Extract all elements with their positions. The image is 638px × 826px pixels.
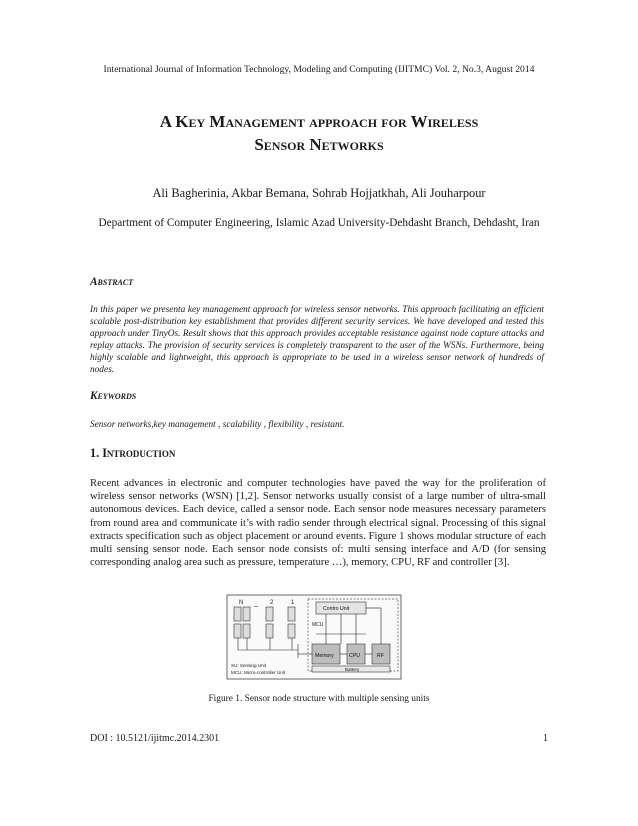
abstract-body: In this paper we presenta key management approach for wireless sensor networks. This approach facilitating an efficient scalable post-distribution key establishment that provides different security services. We have developed and tested this approach under TinyOs. Result shows that this approach provides acceptable resistance against node capture attacks and replay attacks. The provision of security services is completely transparent to the user of the WSNs. Furthermore, being highly scalable and lightweight, this approach is appropriate to be used in a wireless sensor network of hundreds of nodes. [90,305,544,376]
introduction-body: Recent advances in electronic and computer technologies have paved the way for the proliferation of wireless sensor networks (WSN) [1,2]. Sensor networks usually consist of a large number of ultra-small autonomous devices. Each device, called a sensor node. Each sensor node measures necessary parameters from round area and communicate it’s with radio sender through electrical signal. Processing of this signal extracts specification such as object placement or around events. Figure 1 shows modular structure of each multi sensing sensor node. Each sensor node consists of: multi sensing interface and A/D (for sensing corresponding analog area such as pressure, temperature …), memory, CPU, RF and controller [3]. [90,478,546,569]
sensor-block [288,607,295,621]
author-list: Ali Bagherinia, Akbar Bemana, Sohrab Hojjatkhah, Ali Jouharpour [152,186,486,200]
ad-block [243,624,250,638]
label-1: 1 [291,600,295,606]
abstract-heading: Abstract [90,276,134,288]
affiliation: Department of Computer Engineering, Islamic Azad University-Dehdasht Branch, Dehdasht, Iran [98,217,540,229]
paper-title [0,110,638,156]
page-number: 1 [543,733,548,744]
battery-label: Battery [345,667,360,672]
ad-block [234,624,241,638]
legend-mcu: MCU: Micro-controller Unit [231,670,286,675]
ad-block [288,624,295,638]
mcu-label: MCU [312,622,324,628]
title-line-1: A Key Management approach for Wireless [159,112,479,131]
ellipsis-dash: – [254,603,258,610]
doi-footer: DOI : 10.5121/ijitmc.2014.2301 [90,733,220,744]
ad-block [266,624,273,638]
label-n: N [239,600,244,606]
keywords-heading: Keywords [90,390,137,402]
label-2: 2 [270,600,274,606]
figure-caption: Figure 1. Sensor node structure with multiple sensing units [208,694,430,704]
memory-label: Memory [315,653,334,659]
legend-su: SU: Sensing Unit [231,663,266,668]
rf-label: RF [377,653,384,659]
control-unit-label: Contro Unit [323,606,350,612]
sensor-block [234,607,241,621]
journal-header: International Journal of Information Technology, Modeling and Computing (IJITMC) Vol. 2, No.3, August 2014 [103,64,535,75]
cpu-label: CPU [349,653,360,659]
title-line-2: Sensor Networks [254,135,384,154]
sensor-block [266,607,273,621]
keywords-body: Sensor networks,key management , scalability , flexibility , resistant. [90,420,345,430]
figure-1 [226,594,402,680]
sensor-node-diagram [226,594,402,680]
sensor-block [243,607,250,621]
introduction-heading: 1. Introduction [90,446,176,460]
